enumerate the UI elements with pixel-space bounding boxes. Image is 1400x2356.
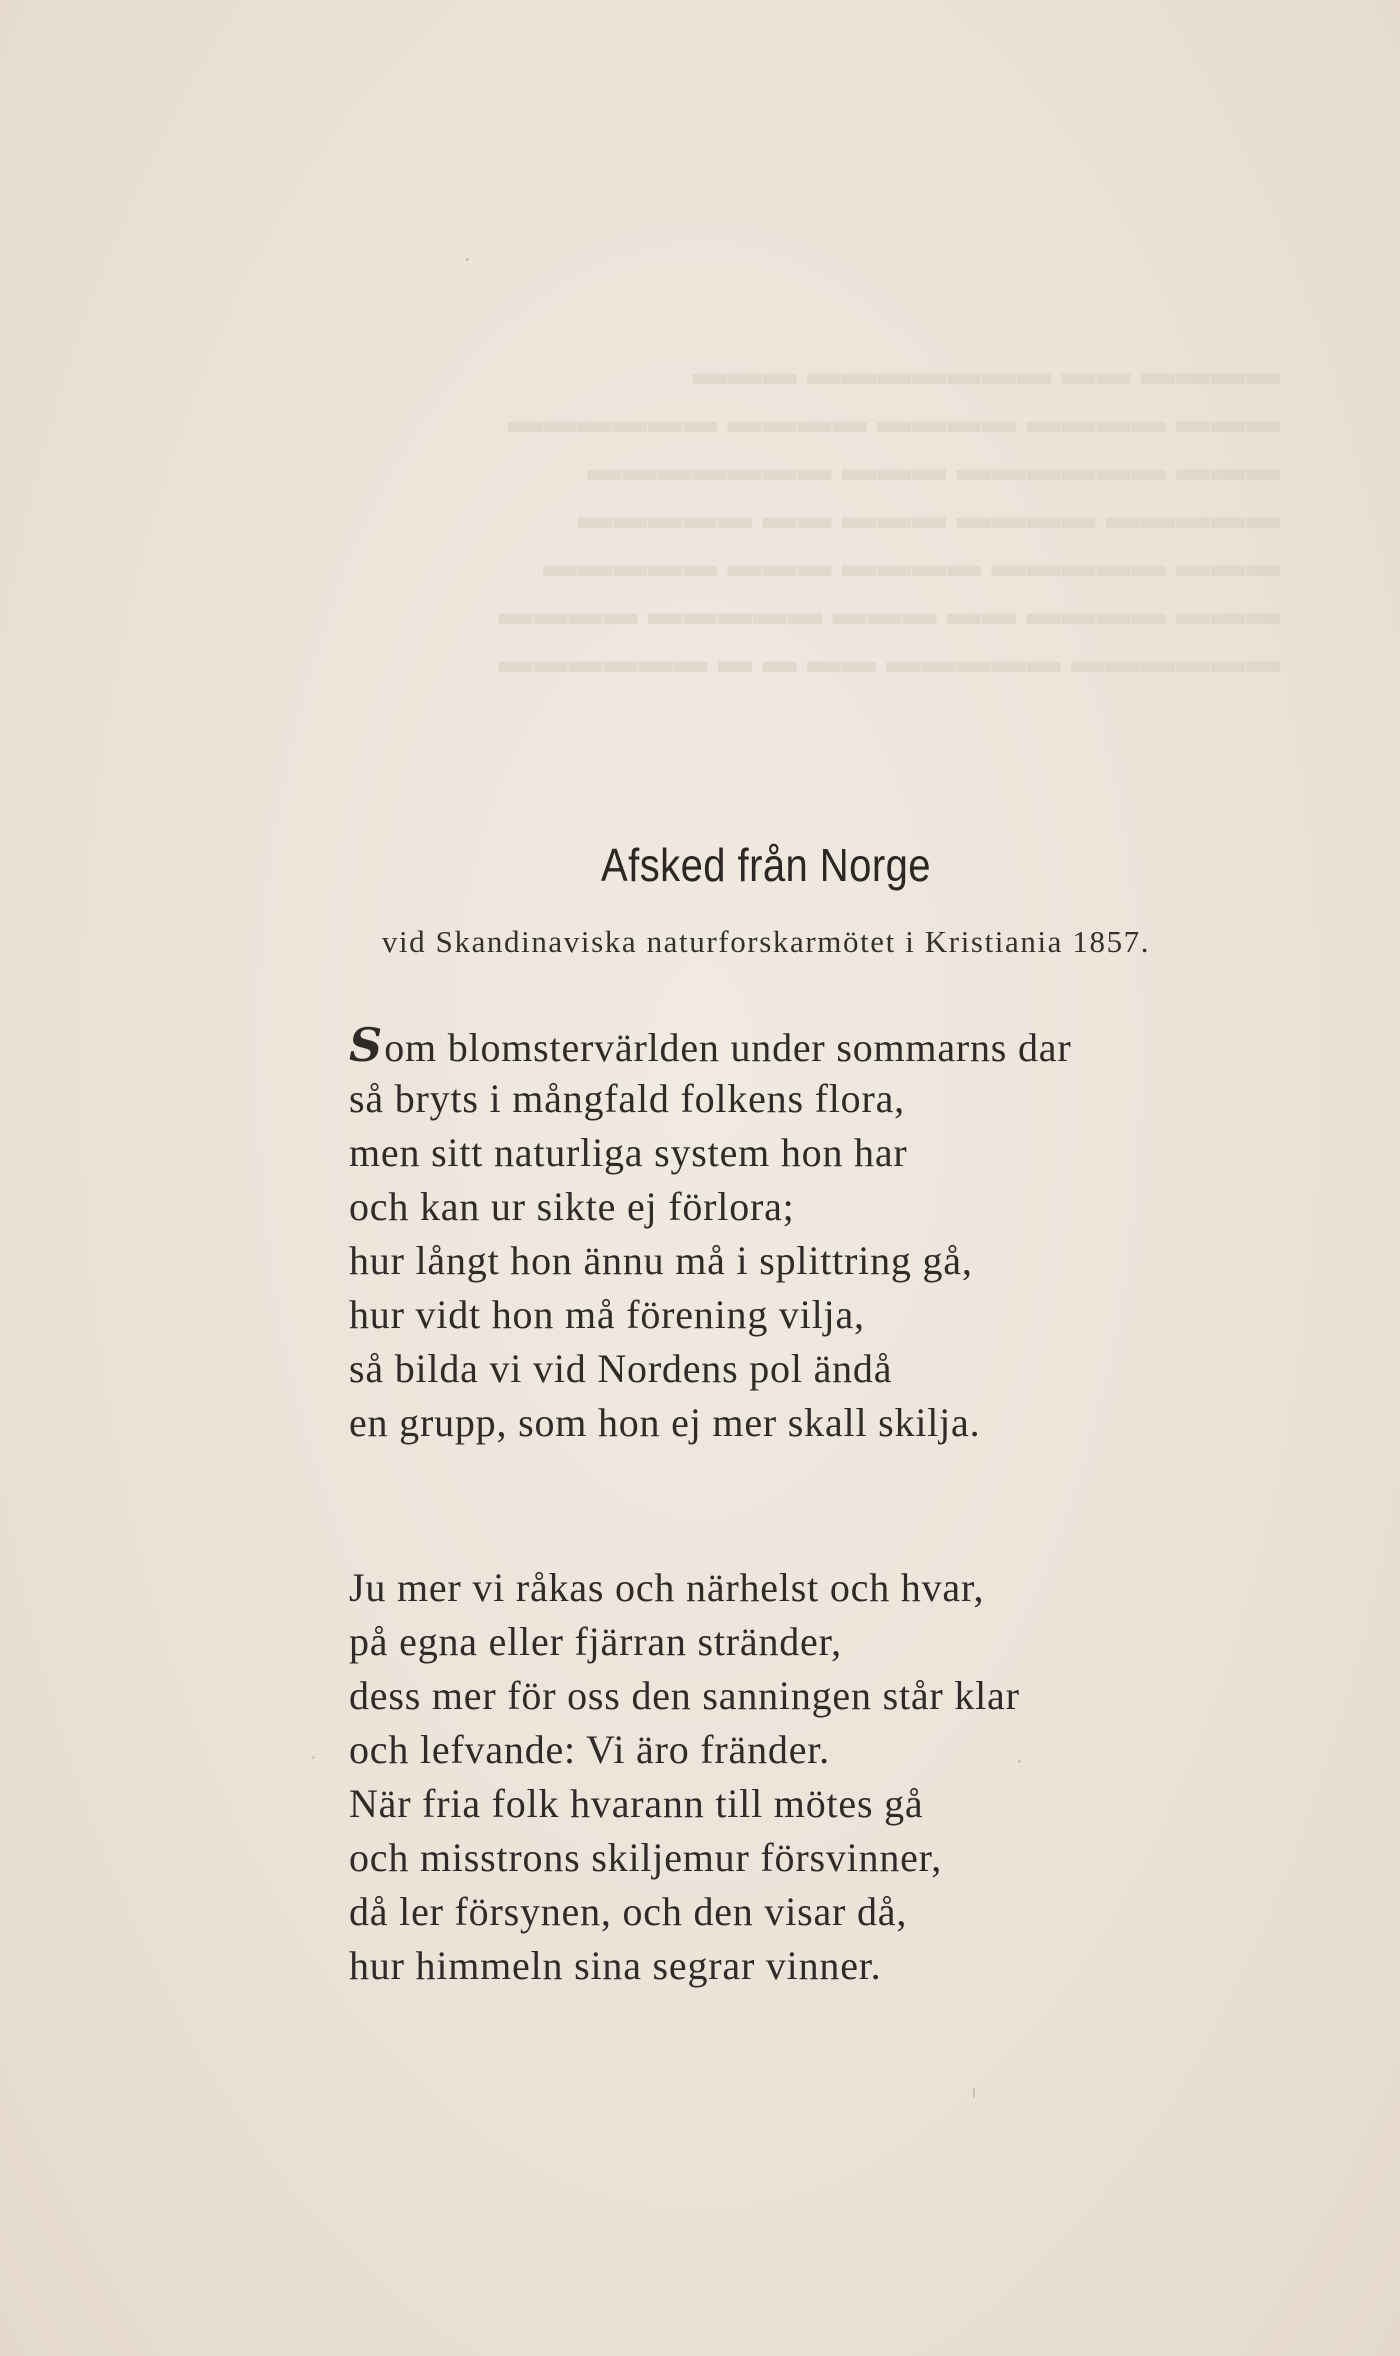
poem-line: en grupp, som hon ej mer skall skilja. (349, 1400, 981, 1445)
poem-line: Ju mer vi råkas och närhelst och hvar, (349, 1565, 985, 1610)
poem-title: Afsked från Norge (601, 839, 931, 891)
paper-speck (466, 258, 469, 261)
poem-line (349, 1018, 1249, 1072)
poem-line: När fria folk hvarann till mötes gå (349, 1781, 924, 1826)
paper-speck (973, 2088, 975, 2098)
paper-speck (1018, 1760, 1021, 1763)
poem-line: och kan ur sikte ej förlora; (349, 1184, 795, 1229)
poem-subtitle: vid Skandinaviska naturforskarmötet i Kristiania 1857. (381, 924, 1151, 959)
poem-line: så bryts i mångfald folkens flora, (349, 1076, 905, 1121)
poem-line: men sitt naturliga system hon har (349, 1130, 908, 1175)
poem-line-text: om blomstervärlden under sommarns dar (384, 1025, 1072, 1070)
stanza-2 (349, 1561, 1249, 1993)
poem-line: och misstrons skiljemur försvinner, (349, 1835, 942, 1880)
poem-line: då ler försynen, och den visar då, (349, 1889, 908, 1934)
bleed-through-texture: ▬▬▬▬ ▬▬ ▬▬▬▬▬▬▬ ▬▬▬ ▬▬▬ ▬▬▬▬ ▬▬▬▬ ▬▬▬▬ ▬▬▬▬▬▬ ▬▬▬ ▬▬▬▬▬▬ ▬▬▬ ▬▬▬▬▬▬▬ ▬▬▬▬▬ ▬▬▬▬ ▬▬▬ ▬▬ ▬▬▬▬▬ ▬▬▬ ▬▬▬▬▬ ▬▬▬▬ ▬▬▬ ▬▬▬▬▬ ▬▬▬ ▬▬▬▬ ▬▬ ▬▬▬ ▬▬▬▬▬ ▬▬▬▬ ▬▬▬▬▬▬ ▬▬▬▬▬ ▬▬ ▬ ▬ ▬▬▬▬▬▬ (497, 355, 1280, 680)
poem-line: hur långt hon ännu må i splittring gå, (349, 1238, 973, 1283)
poem-line: hur himmeln sina segrar vinner. (349, 1943, 882, 1988)
poem-line: dess mer för oss den sanningen står klar (349, 1673, 1020, 1718)
drop-cap: S (349, 1018, 383, 1072)
poem-line: och lefvande: Vi äro fränder. (349, 1727, 830, 1772)
paper-speck (312, 1756, 315, 1759)
stanza-1 (349, 1018, 1249, 1450)
poem-line: hur vidt hon må förening vilja, (349, 1292, 865, 1337)
poem-line: så bilda vi vid Nordens pol ändå (349, 1346, 893, 1391)
poem-line: på egna eller fjärran stränder, (349, 1619, 842, 1664)
